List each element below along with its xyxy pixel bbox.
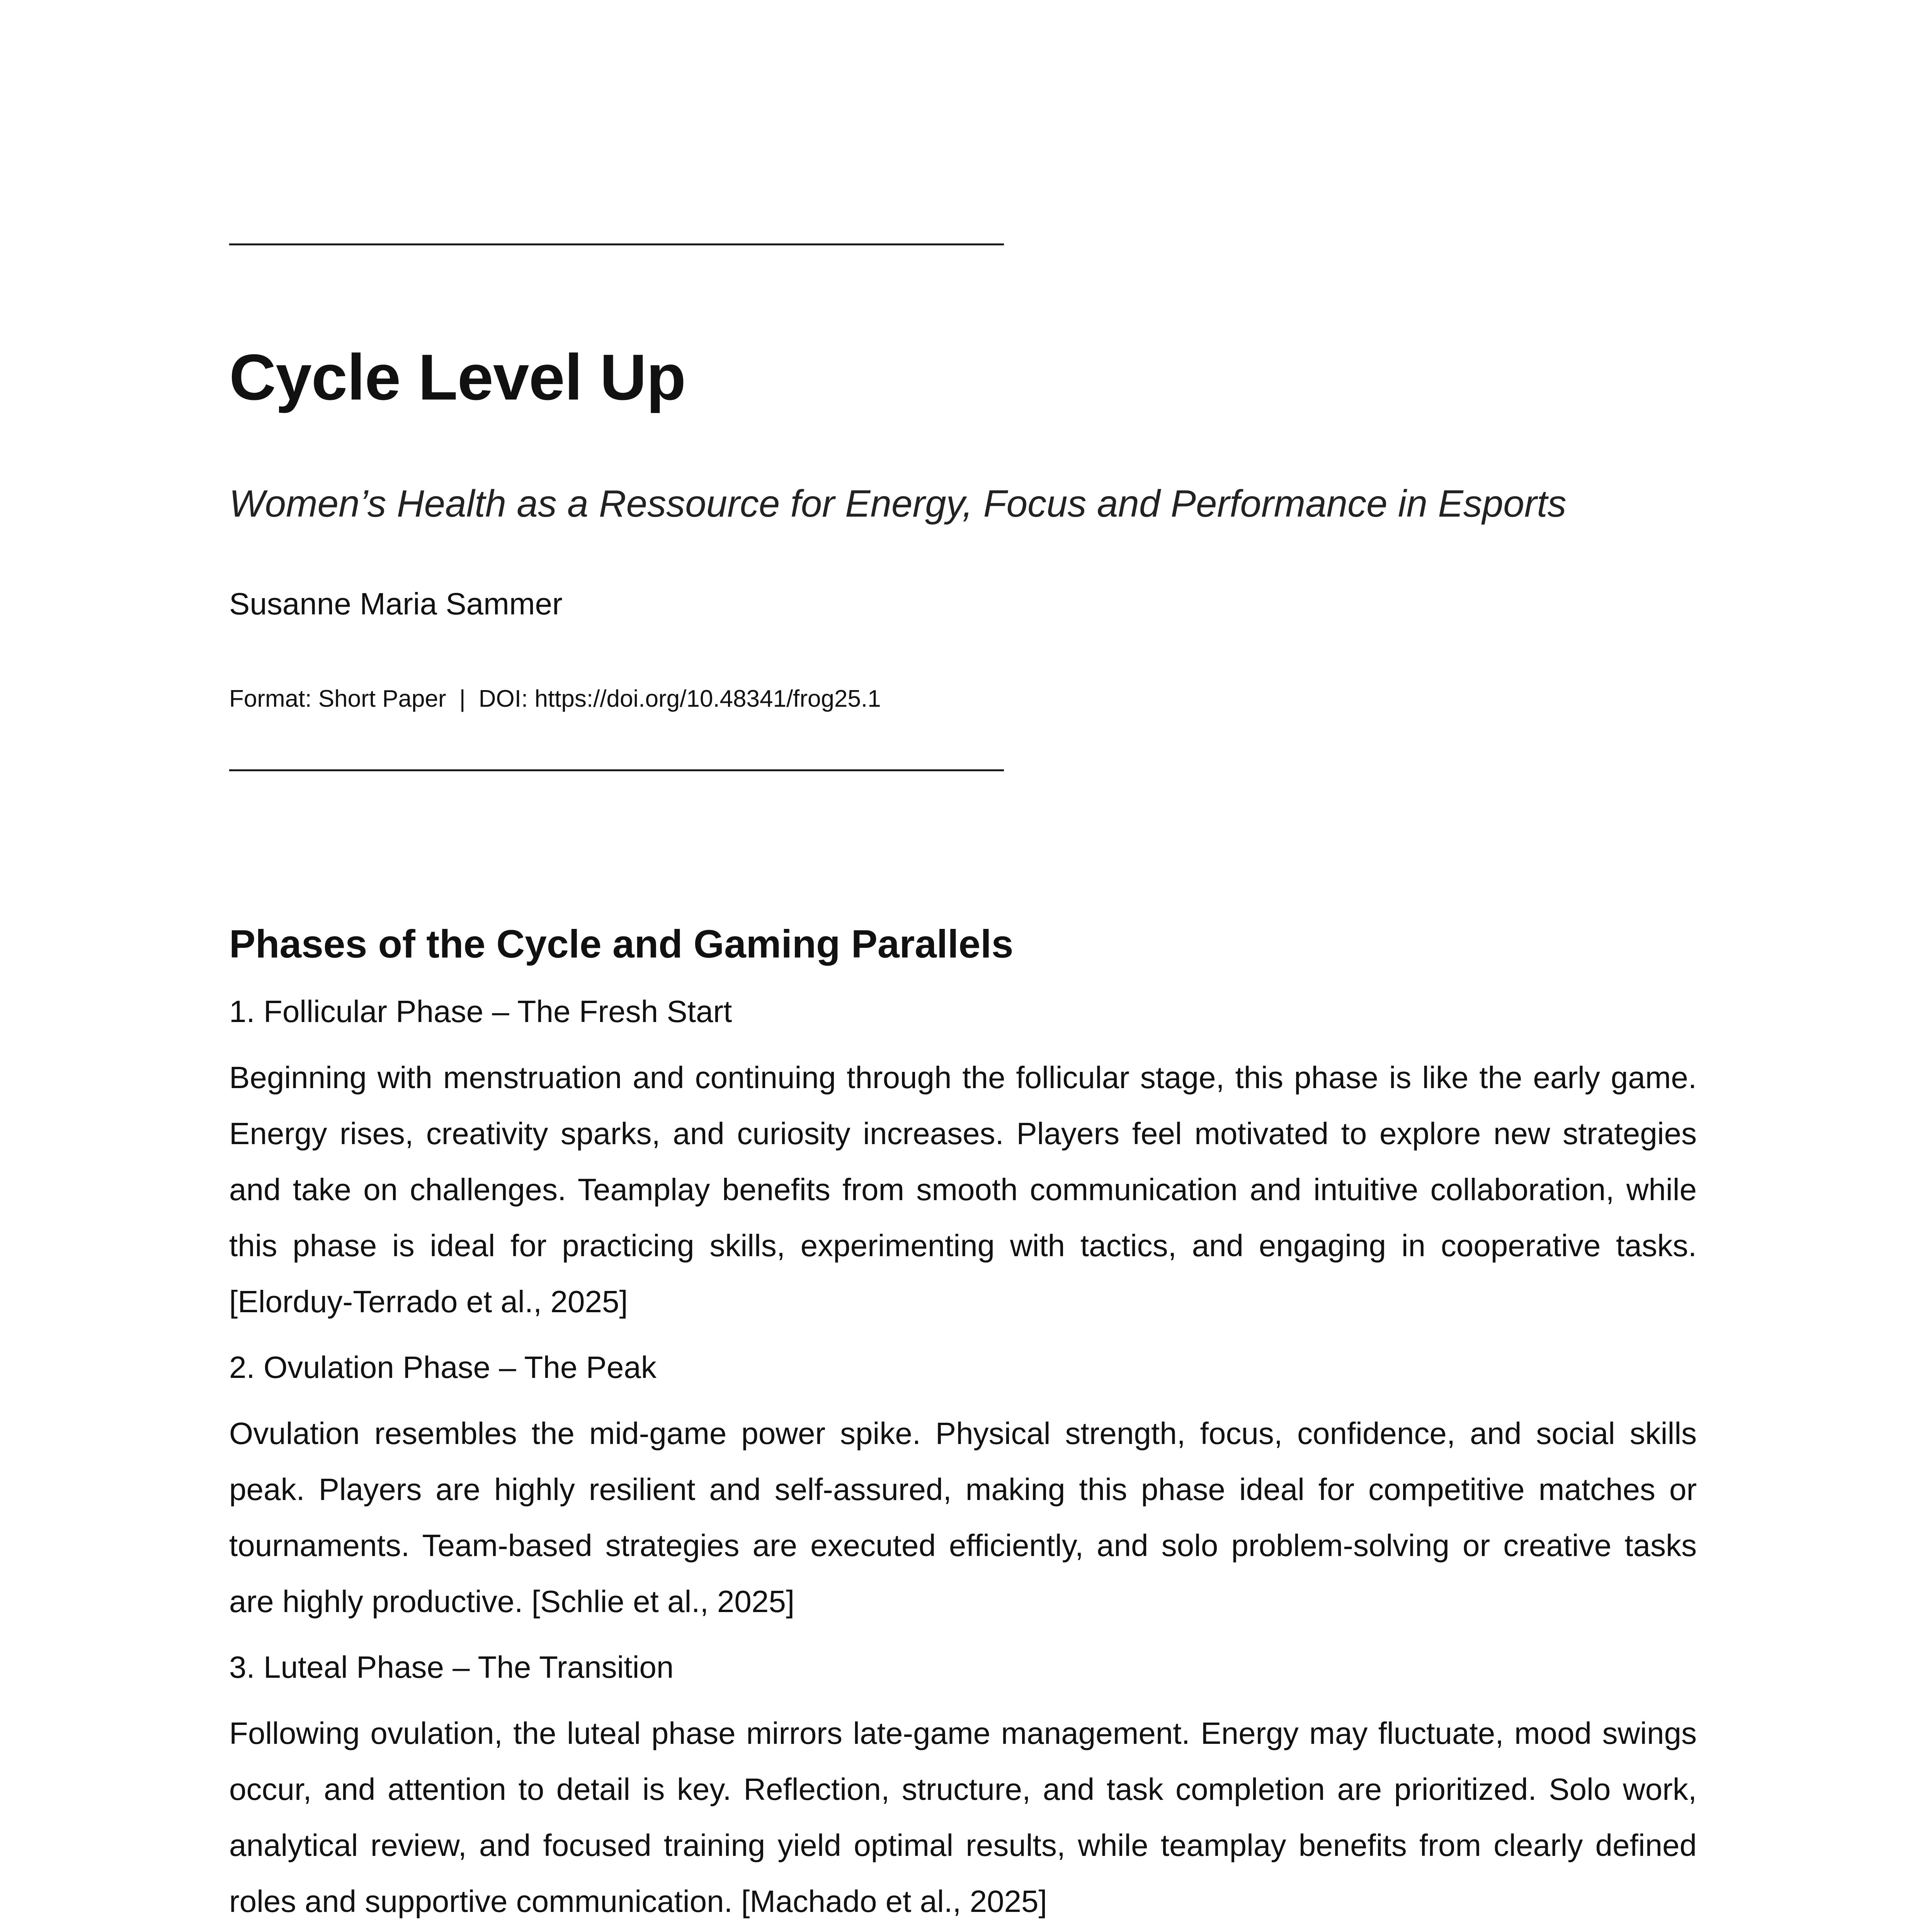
phase-body: Ovulation resembles the mid-game power spike. Physical strength, focus, confidence, and social skills peak. Players are highly resilient and self-assured, making this phase ideal for competitive matches or tournaments. Team-based strategies are executed efficiently, and solo problem-solving or creative tasks are highly productive. [Schlie et al., 2025] <box>229 1416 1697 1619</box>
author-name: Susanne Maria Sammer <box>229 587 563 621</box>
phase-heading: 1. Follicular Phase – The Fresh Start <box>229 994 732 1029</box>
main-content <box>229 920 1697 1932</box>
phase-heading: 3. Luteal Phase – The Transition <box>229 1650 674 1684</box>
meta-separator: | <box>459 685 466 712</box>
phase-heading: 2. Ovulation Phase – The Peak <box>229 1350 657 1384</box>
phase-block-ovulation <box>229 1348 1697 1629</box>
phase-block-luteal <box>229 1648 1697 1929</box>
phase-block-follicular <box>229 992 1697 1330</box>
doi-link[interactable]: DOI: https://doi.org/10.48341/frog25.1 <box>478 685 881 712</box>
section-heading: Phases of the Cycle and Gaming Parallels <box>229 922 1014 966</box>
paper-meta <box>229 685 881 713</box>
format-label: Format: Short Paper <box>229 685 446 712</box>
header-top-rule <box>229 243 1004 245</box>
paper-subtitle: Women’s Health as a Ressource for Energy, Focus and Performance in Esports <box>229 482 1567 525</box>
phase-body: Beginning with menstruation and continuing through the follicular stage, this phase is like the early game. Energy rises, creativity sparks, and curiosity increases. Players feel motivated to explore new strategies and take on challenges. Teamplay benefits from smooth communication and intuitive collaboration, while this phase is ideal for practicing skills, experimenting with tactics, and engaging in cooperative tasks. [Elorduy-Terrado et al., 2025] <box>229 1060 1697 1319</box>
paper-title: Cycle Level Up <box>229 341 686 413</box>
phase-body: Following ovulation, the luteal phase mirrors late-game management. Energy may fluctuate, mood swings occur, and attention to detail is key. Reflection, structure, and task completion are prioritized. Solo work, analytical review, and focused training yield optimal results, while teamplay benefits from clearly defined roles and supportive communication. [Machado et al., 2025] <box>229 1716 1697 1918</box>
header-bottom-rule <box>229 769 1004 771</box>
